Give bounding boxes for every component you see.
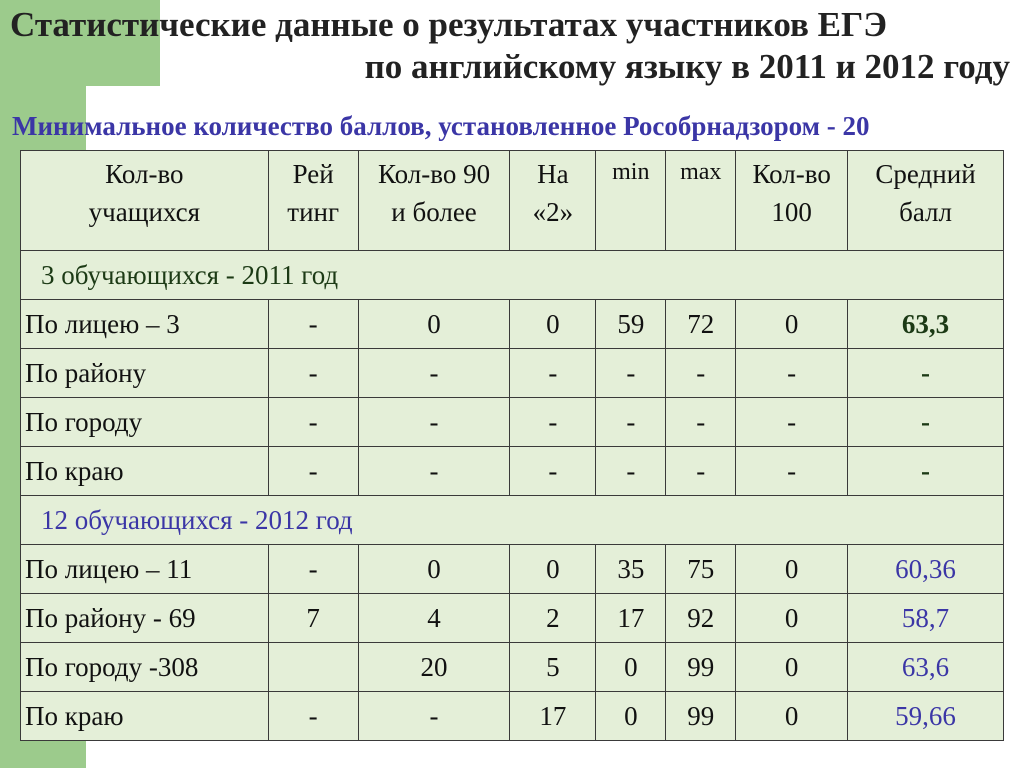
table-cell: 99 <box>666 692 736 741</box>
table-cell: - <box>510 349 596 398</box>
table-cell: 63,6 <box>848 643 1004 692</box>
table-cell: - <box>596 447 666 496</box>
header-cell-failed: На «2» <box>510 151 596 251</box>
table-cell: - <box>268 398 358 447</box>
table-cell: 7 <box>268 594 358 643</box>
subtitle-min-score: Минимальное количество баллов, установленное Рособрнадзором - 20 <box>12 111 870 141</box>
table-cell: - <box>736 447 848 496</box>
table-row <box>21 349 1004 398</box>
table-cell: - <box>666 398 736 447</box>
table-cell: 0 <box>736 545 848 594</box>
table-cell: 72 <box>666 300 736 349</box>
table-cell: По району <box>21 349 269 398</box>
section-row-2011 <box>21 251 1004 300</box>
table-cell: - <box>848 398 1004 447</box>
header-cell-90plus: Кол-во 90 и более <box>358 151 510 251</box>
table-cell: - <box>268 692 358 741</box>
table-header-row <box>21 151 1004 251</box>
table-row <box>21 692 1004 741</box>
section-row-2012 <box>21 496 1004 545</box>
table-row <box>21 545 1004 594</box>
table-cell: 0 <box>736 300 848 349</box>
table-cell: - <box>736 349 848 398</box>
table-cell: 0 <box>596 643 666 692</box>
table-cell: - <box>358 692 510 741</box>
table-cell: - <box>358 398 510 447</box>
table-cell: 58,7 <box>848 594 1004 643</box>
table-cell: 0 <box>358 545 510 594</box>
header-cell-count: Кол-во учащихся <box>21 151 269 251</box>
table-row <box>21 594 1004 643</box>
table-cell: 4 <box>358 594 510 643</box>
table-row <box>21 300 1004 349</box>
table-cell: - <box>848 349 1004 398</box>
title-line-1: Статистические данные о результатах участников ЕГЭ <box>10 5 888 44</box>
table-cell: - <box>510 398 596 447</box>
table-cell: По лицею – 11 <box>21 545 269 594</box>
header-cell-100: Кол-во 100 <box>736 151 848 251</box>
table-cell: - <box>510 447 596 496</box>
table-cell: - <box>358 349 510 398</box>
table-cell: - <box>268 300 358 349</box>
section-label: 3 обучающихся - 2011 год <box>21 251 1004 300</box>
header-cell-max: max <box>666 151 736 251</box>
table-cell: По городу <box>21 398 269 447</box>
table-cell: 35 <box>596 545 666 594</box>
page-title <box>10 4 1014 88</box>
table-cell: 0 <box>596 692 666 741</box>
table-cell: 17 <box>596 594 666 643</box>
table-cell: 0 <box>510 300 596 349</box>
table-cell: - <box>596 349 666 398</box>
table-cell: По лицею – 3 <box>21 300 269 349</box>
table-cell <box>268 643 358 692</box>
header-cell-average: Средний балл <box>848 151 1004 251</box>
title-line-2: по английскому языку в 2011 и 2012 году <box>364 47 1010 86</box>
table-cell: 0 <box>736 692 848 741</box>
section-label: 12 обучающихся - 2012 год <box>21 496 1004 545</box>
table-row <box>21 643 1004 692</box>
table-cell: - <box>596 398 666 447</box>
table-cell: - <box>666 447 736 496</box>
table-cell: 59 <box>596 300 666 349</box>
table-cell: 17 <box>510 692 596 741</box>
table-cell: 0 <box>736 643 848 692</box>
table-cell: - <box>358 447 510 496</box>
table-cell: 5 <box>510 643 596 692</box>
table-cell: 63,3 <box>848 300 1004 349</box>
table-cell: - <box>268 349 358 398</box>
table-cell: По краю <box>21 692 269 741</box>
table-cell: 59,66 <box>848 692 1004 741</box>
table-cell: - <box>268 447 358 496</box>
table-cell: 0 <box>510 545 596 594</box>
results-table <box>20 150 1004 741</box>
table-cell: 20 <box>358 643 510 692</box>
table-cell: 99 <box>666 643 736 692</box>
table-cell: По городу -308 <box>21 643 269 692</box>
table-row <box>21 398 1004 447</box>
table-cell: 75 <box>666 545 736 594</box>
table-cell: По краю <box>21 447 269 496</box>
table-cell: 2 <box>510 594 596 643</box>
table-row <box>21 447 1004 496</box>
table-cell: - <box>848 447 1004 496</box>
header-cell-min: min <box>596 151 666 251</box>
table-cell: По району - 69 <box>21 594 269 643</box>
table-cell: 60,36 <box>848 545 1004 594</box>
table-cell: 0 <box>736 594 848 643</box>
header-cell-rating: Рей тинг <box>268 151 358 251</box>
table-cell: 0 <box>358 300 510 349</box>
table-cell: - <box>666 349 736 398</box>
table-cell: - <box>268 545 358 594</box>
table-cell: 92 <box>666 594 736 643</box>
table-cell: - <box>736 398 848 447</box>
